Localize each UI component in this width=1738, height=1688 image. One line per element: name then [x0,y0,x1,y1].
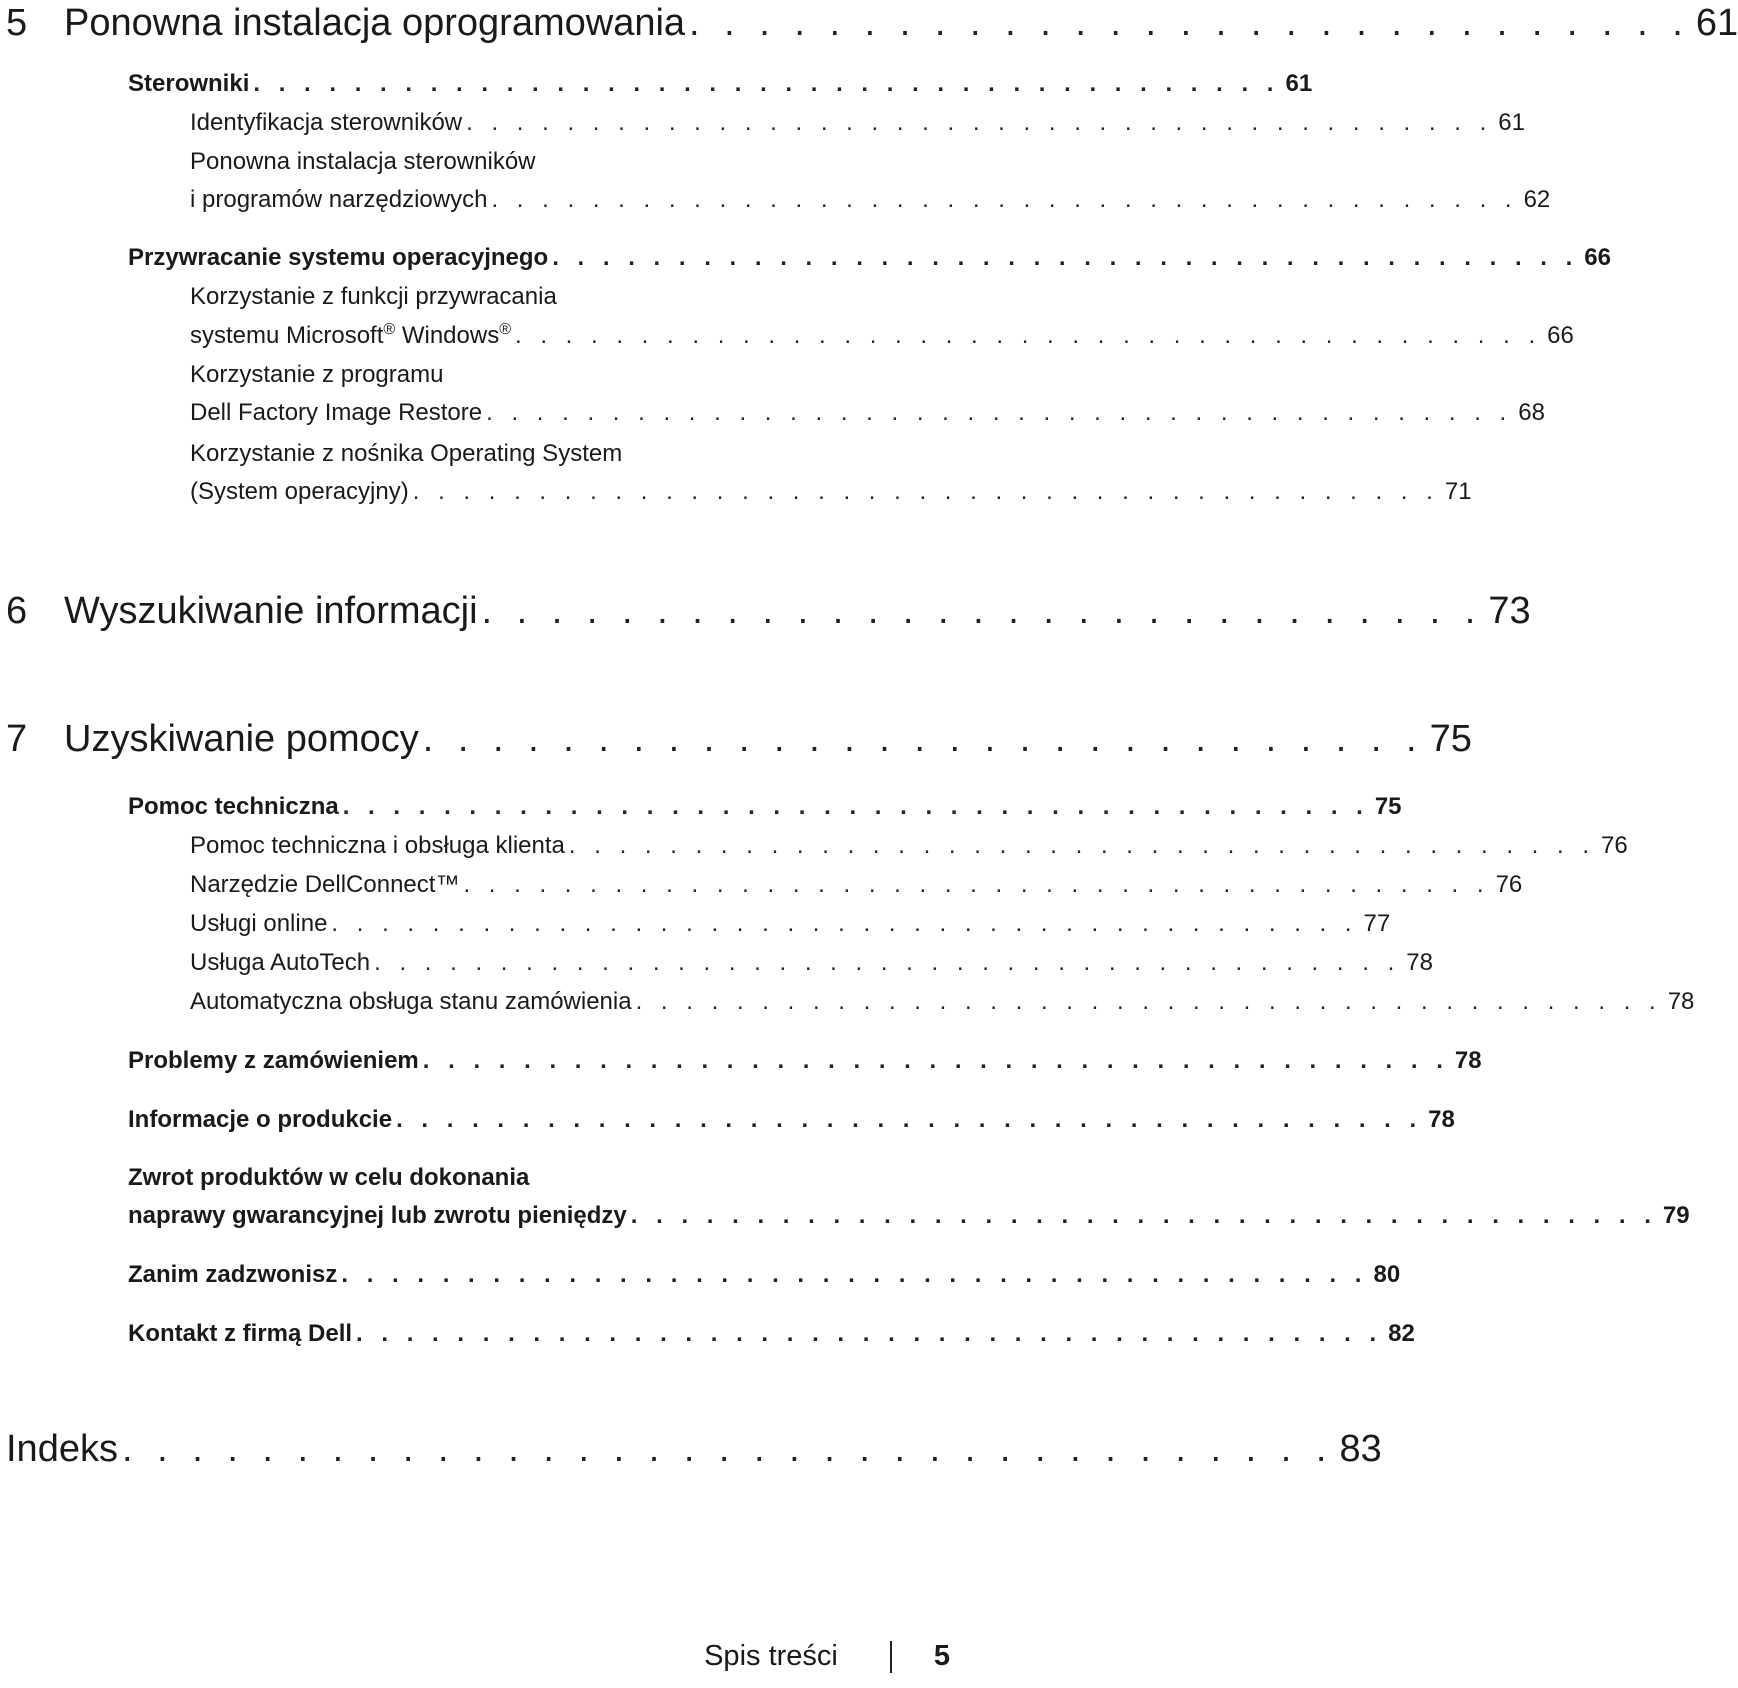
subsection-title: Narzędzie DellConnect™ [190,871,460,898]
chapter-number: 6 [6,590,28,632]
chapter-title: Ponowna instalacja oprogramowania [64,2,686,44]
subsection-title-line2 [190,321,511,350]
subsection-title-line2: Dell Factory Image Restore [190,399,483,426]
page-number: 82 [1388,1320,1415,1347]
page-number: 79 [1662,1202,1690,1229]
dot-leader: . . . . . . . . . . . . . . . . . . . . . . . . . . . . . [689,2,1690,44]
subsection-title-line1: Korzystanie z funkcji przywracania [190,283,557,310]
page-number: 76 [1495,871,1523,898]
section-title-line1: Zwrot produktów w celu dokonania [128,1164,530,1191]
section-title: Przywracanie systemu operacyjnego [128,244,549,271]
section-title: Informacje o produkcie [128,1106,393,1133]
page-number: 71 [1444,478,1472,505]
toc-subsection-uslugi-online[interactable] [190,910,1391,938]
toc-subsection-ponowna-instalacja[interactable] [190,148,1551,214]
toc-chapter-5[interactable] [6,2,1738,45]
dot-leader: . . . . . . . . . . . . . . . . . . . . . . . . . . . . . . . . . . . . . . . . . [552,244,1579,271]
title-part: Windows [395,322,500,349]
toc-subsection-stan-zamowienia[interactable] [190,988,1695,1016]
dot-leader: . . . . . . . . . . . . . . . . . . . . . . . . . . . . . . . . . . . . . . . . . [374,949,1401,976]
subsection-title-line2: i programów narzędziowych [190,186,488,213]
chapter-title: Wyszukiwanie informacji [64,590,478,632]
dot-leader: . . . . . . . . . . . . . . . . . . . . . . . . . . . . . . . . . . . . . . . . . [253,70,1280,97]
footer-page-number: 5 [933,1640,950,1672]
page-footer [704,1640,950,1673]
subsection-title-line2: (System operacyjny) [190,478,409,505]
dot-leader: . . . . . . . . . . . . . . . . . . . . . . . . . . . . . . . . . . . . . . . . . [331,910,1358,937]
toc-subsection-nosnik-operating-system[interactable] [190,440,1472,506]
dot-leader: . . . . . . . . . . . . . . . . . . . . . . . . . . . . . . . . . . . . . . . . . [356,1320,1383,1347]
dot-leader: . . . . . . . . . . . . . . . . . . . . . . . . . . . . . [422,718,1424,760]
page-number: 73 [1488,590,1531,632]
dot-leader: . . . . . . . . . . . . . . . . . . . . . . . . . . . . . . . . . . . [121,1428,1334,1470]
toc-subsection-dellconnect[interactable] [190,871,1523,899]
registered-mark: ® [383,321,396,338]
page-number: 61 [1695,2,1738,44]
toc-section-zwrot[interactable] [128,1164,1690,1230]
page-number: 75 [1429,718,1472,760]
section-title: Kontakt z firmą Dell [128,1320,353,1347]
registered-mark: ® [499,321,511,338]
dot-leader: . . . . . . . . . . . . . . . . . . . . . . . . . . . . . . . . . . . . . . . . . [396,1106,1423,1133]
page-number: 80 [1373,1261,1401,1288]
toc-section-zanim-zadzwonisz[interactable] [128,1261,1401,1289]
section-title: Pomoc techniczna [128,793,339,820]
toc-section-problemy[interactable] [128,1047,1482,1075]
subsection-title: Usługa AutoTech [190,949,371,976]
toc-section-pomoc-techniczna[interactable] [128,793,1402,821]
page-number: 61 [1285,70,1313,97]
toc-subsection-dell-factory-image-restore[interactable] [190,361,1545,427]
toc-subsection-obsluga-klienta[interactable] [190,832,1628,860]
chapter-number: 7 [6,718,28,760]
toc-subsection-autotech[interactable] [190,949,1433,977]
page-number: 66 [1547,322,1574,349]
section-title: Sterowniki [128,70,250,97]
footer-divider [890,1641,892,1673]
section-title: Zanim zadzwonisz [128,1261,338,1288]
page-number: 78 [1428,1106,1455,1133]
dot-leader: . . . . . . . . . . . . . . . . . . . . . . . . . . . . . [481,590,1483,632]
dot-leader: . . . . . . . . . . . . . . . . . . . . . . . . . . . . . . . . . . . . . . . . . [491,186,1518,213]
toc-section-informacje[interactable] [128,1106,1455,1134]
toc-chapter-6[interactable] [6,590,1531,633]
toc-chapter-7[interactable] [6,718,1472,761]
page-number: 83 [1339,1428,1382,1470]
page-number: 66 [1584,244,1611,271]
subsection-title: Identyfikacja sterowników [190,109,463,136]
page-number: 78 [1454,1047,1482,1074]
dot-leader: . . . . . . . . . . . . . . . . . . . . . . . . . . . . . . . . . . . . . . . . . [630,1202,1657,1229]
dot-leader: . . . . . . . . . . . . . . . . . . . . . . . . . . . . . . . . . . . . . . . . . [568,832,1595,859]
dot-leader: . . . . . . . . . . . . . . . . . . . . . . . . . . . . . . . . . . . . . . . . . [466,109,1493,136]
dot-leader: . . . . . . . . . . . . . . . . . . . . . . . . . . . . . . . . . . . . . . . . . [486,399,1513,426]
subsection-title: Automatyczna obsługa stanu zamówienia [190,988,632,1015]
page-number: 76 [1601,832,1628,859]
dot-leader: . . . . . . . . . . . . . . . . . . . . . . . . . . . . . . . . . . . . . . . . . [635,988,1662,1015]
dot-leader: . . . . . . . . . . . . . . . . . . . . . . . . . . . . . . . . . . . . . . . . . [463,871,1490,898]
dot-leader: . . . . . . . . . . . . . . . . . . . . . . . . . . . . . . . . . . . . . . . . . [341,1261,1368,1288]
toc-subsection-funkcji-przywracania[interactable] [190,283,1574,350]
page-number: 61 [1498,109,1525,136]
subsection-title-line1: Ponowna instalacja sterowników [190,148,536,175]
page-number: 75 [1374,793,1402,820]
dot-leader: . . . . . . . . . . . . . . . . . . . . . . . . . . . . . . . . . . . . . . . . . [422,1047,1449,1074]
dot-leader: . . . . . . . . . . . . . . . . . . . . . . . . . . . . . . . . . . . . . . . . . [515,322,1542,349]
page-number: 78 [1667,988,1695,1015]
page-number: 68 [1518,399,1545,426]
toc-section-przywracanie[interactable] [128,244,1611,272]
title-part: systemu Microsoft [190,322,384,349]
subsection-title: Usługi online [190,910,328,937]
index-title: Indeks [6,1428,118,1470]
section-title-line2: naprawy gwarancyjnej lub zwrotu pieniędzy [128,1202,627,1229]
subsection-title-line1: Korzystanie z programu [190,361,444,388]
toc-index[interactable] [6,1428,1382,1471]
section-title: Problemy z zamówieniem [128,1047,419,1074]
page-number: 62 [1523,186,1551,213]
page-number: 78 [1406,949,1433,976]
footer-label: Spis treści [704,1640,838,1672]
dot-leader: . . . . . . . . . . . . . . . . . . . . . . . . . . . . . . . . . . . . . . . . . [412,478,1439,505]
subsection-title: Pomoc techniczna i obsługa klienta [190,832,565,859]
subsection-title-line1: Korzystanie z nośnika Operating System [190,440,623,467]
chapter-title: Uzyskiwanie pomocy [64,718,419,760]
toc-section-kontakt[interactable] [128,1320,1415,1348]
chapter-number: 5 [6,2,28,44]
toc-subsection-identyfikacja[interactable] [190,109,1525,137]
toc-section-sterowniki[interactable] [128,70,1313,98]
dot-leader: . . . . . . . . . . . . . . . . . . . . . . . . . . . . . . . . . . . . . . . . . [342,793,1369,820]
page-number: 77 [1363,910,1391,937]
